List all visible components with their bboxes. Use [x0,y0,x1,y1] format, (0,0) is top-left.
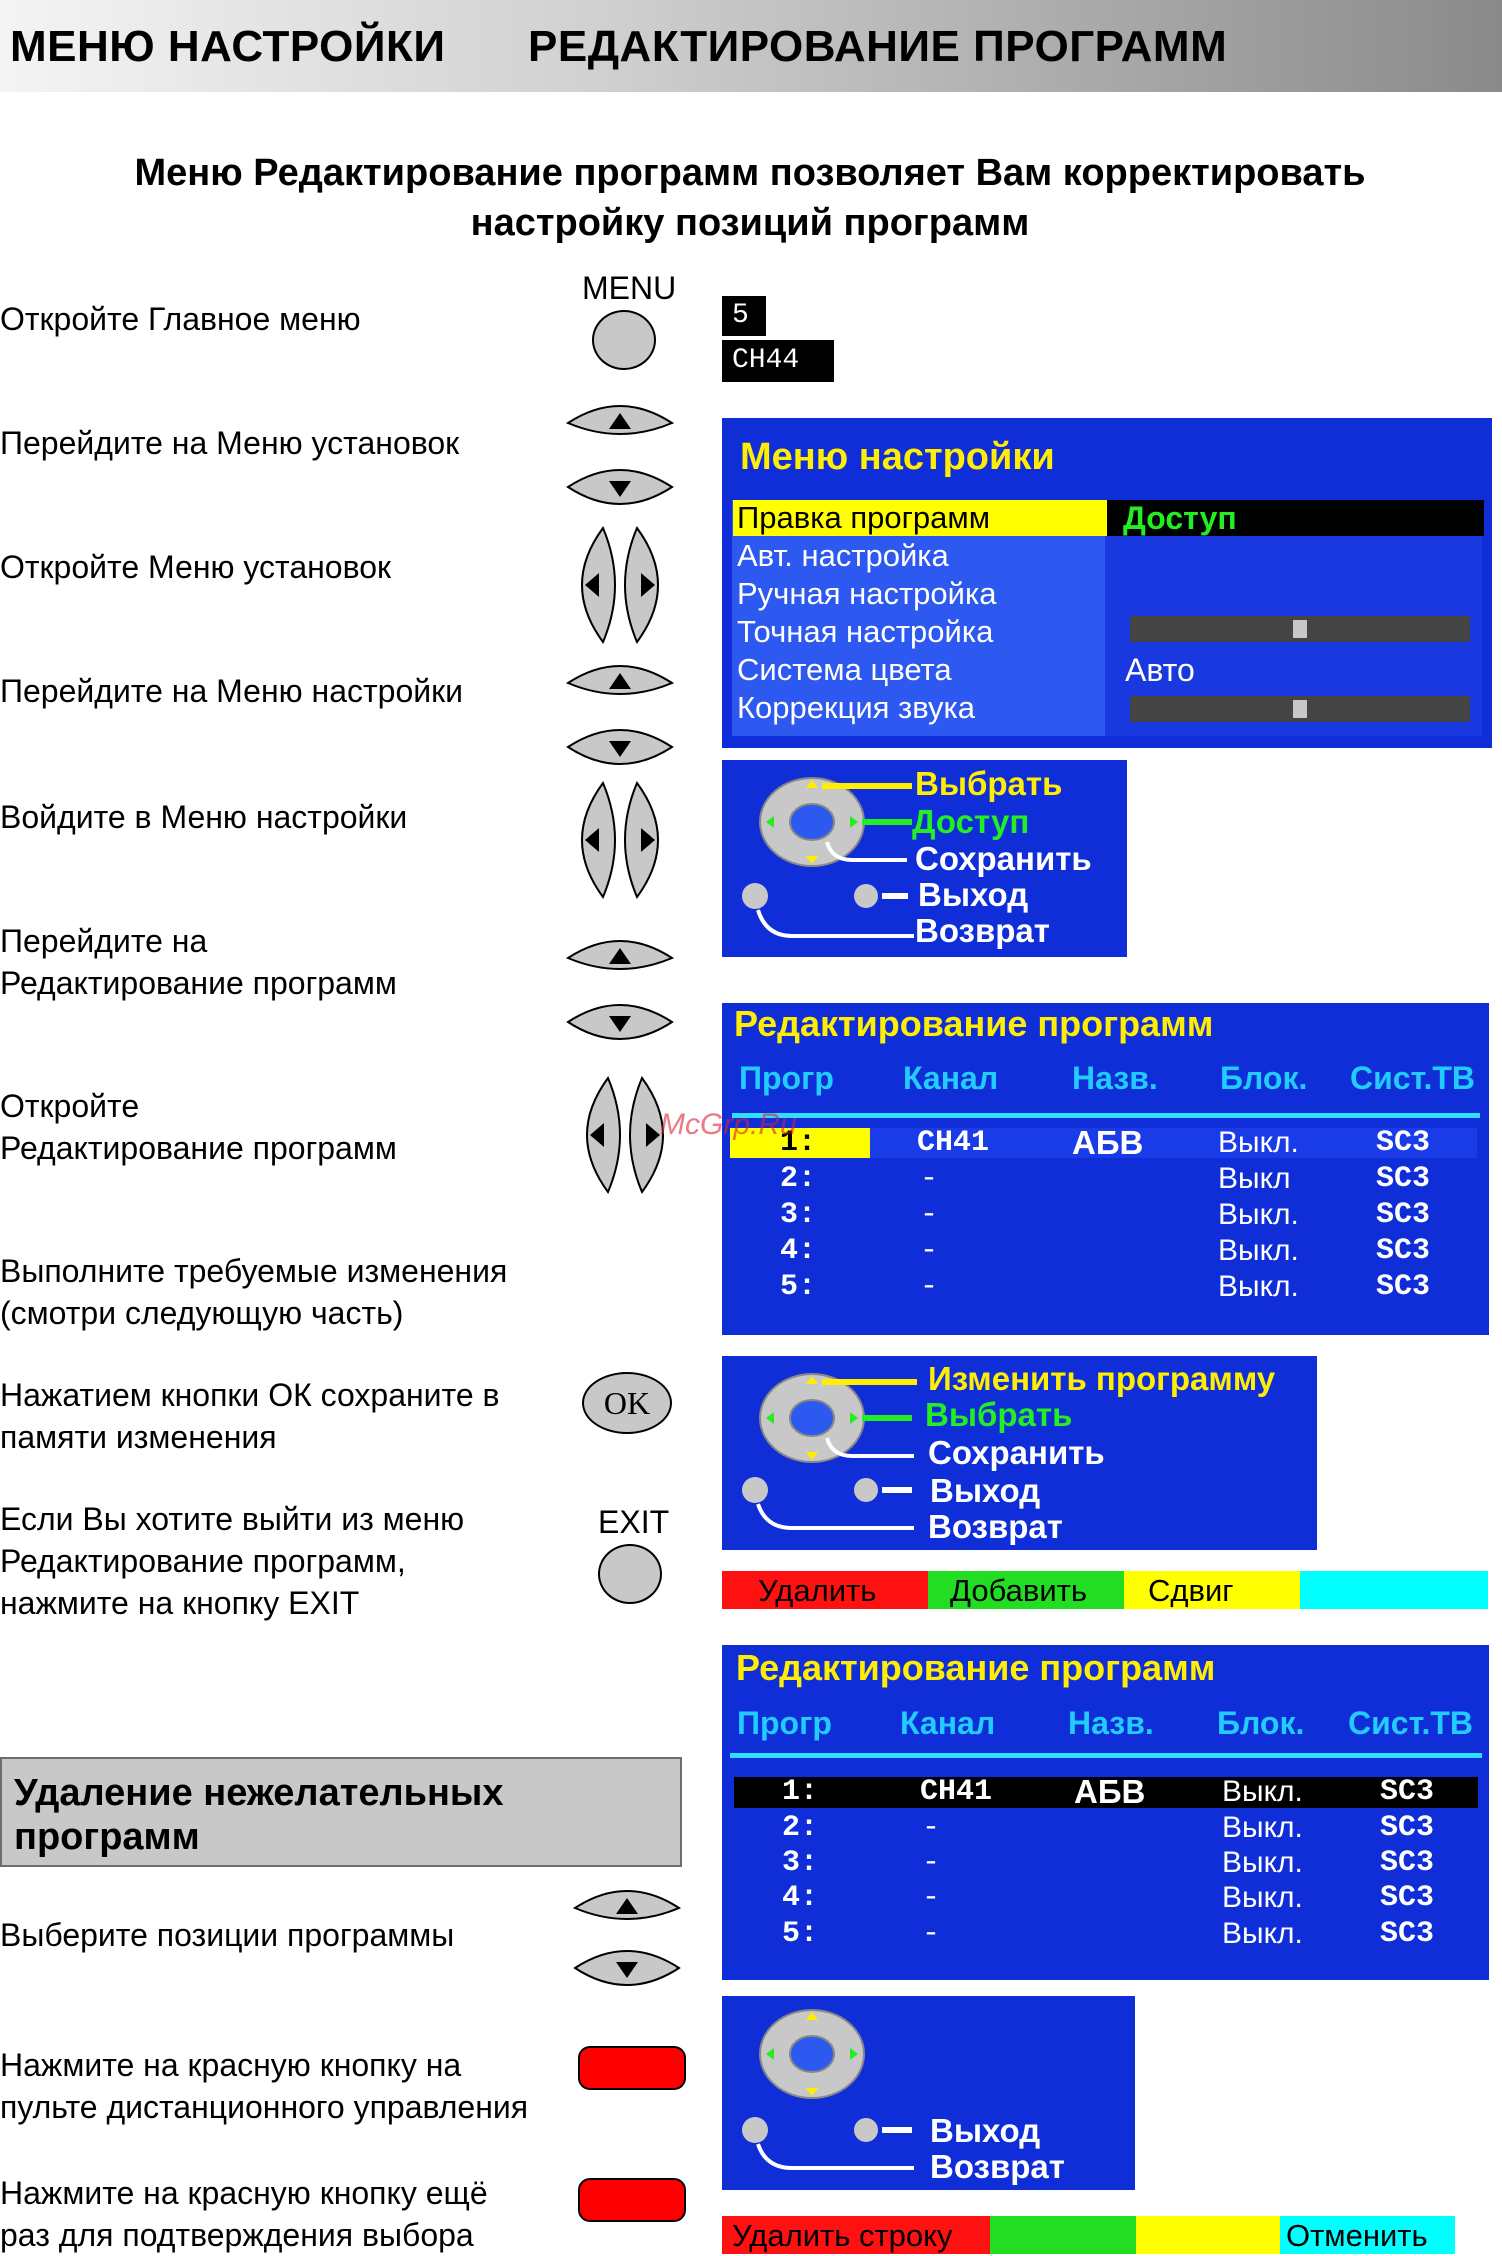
t2-row5-num[interactable]: 5: [782,1917,819,1951]
row1-num[interactable]: 1: [780,1126,817,1160]
delete-section-title-box [0,1757,682,1867]
exit-button[interactable] [598,1544,662,1604]
red-remote-button-1[interactable] [578,2046,686,2090]
color-system-value: Авто [1125,652,1195,688]
row3-channel: - [920,1198,939,1232]
row2-num[interactable]: 2: [780,1162,817,1196]
left-right-keys-2[interactable] [565,780,675,900]
intro-line-2: настройку позиций программ [470,202,1030,244]
up-down-keys-2[interactable] [565,655,675,775]
fine-tune-slider[interactable] [1130,616,1470,642]
menu-item-manual-tune[interactable]: Ручная настройка [737,576,997,611]
green-key-add[interactable]: Добавить [928,1571,1124,1609]
yellow-key[interactable] [1136,2216,1280,2254]
row4-num[interactable]: 4: [780,1234,817,1268]
legend2-change: Изменить программу [928,1360,1276,1397]
step-text-line: памяти изменения [0,1419,277,1455]
title-line: Удаление нежелательных [14,1772,504,1814]
program-edit-panel-1 [722,1003,1489,1335]
header-divider [732,1113,1480,1118]
step-go-program-edit [0,920,397,1004]
row5-lock: Выкл. [1218,1270,1299,1303]
step-select-position: Выберите позиции программы [0,1917,455,1953]
cyan-key[interactable] [1300,1571,1488,1609]
red-remote-button-2[interactable] [578,2178,686,2222]
step-exit [0,1498,464,1624]
t2-row2-lock: Выкл. [1222,1811,1303,1844]
left-right-keys-1[interactable] [565,525,675,645]
step-text-line: Нажмите на красную кнопку ещё [0,2175,488,2211]
legend1-select: Выбрать [915,765,1063,802]
row3-num[interactable]: 3: [780,1198,817,1232]
legend3-exit: Выход [930,2112,1041,2149]
step-make-changes [0,1250,507,1334]
menu-item-fine-tune[interactable]: Точная настройка [737,614,994,649]
header-left: МЕНЮ НАСТРОЙКИ [10,22,446,71]
col-name: Назв. [1072,1060,1158,1096]
t2-row5-lock: Выкл. [1222,1917,1303,1950]
legend1-exit: Выход [918,876,1029,913]
step-press-red-again [0,2172,488,2256]
program-edit-title: Редактирование программ [734,1003,1214,1044]
yellow-key-move[interactable]: Сдвиг [1124,1571,1300,1609]
t2-row1-system: SC3 [1380,1775,1435,1809]
t2-row2-system: SC3 [1380,1811,1435,1845]
step-text-line: Выполните требуемые изменения [0,1253,508,1289]
t2-row4-system: SC3 [1380,1881,1435,1915]
step-press-red [0,2044,528,2128]
col-system-2: Сист.ТВ [1348,1705,1473,1741]
t2-row4-num[interactable]: 4: [782,1881,819,1915]
step-go-setup-menu: Перейдите на Меню установок [0,425,460,461]
row2-lock: Выкл [1218,1162,1291,1195]
up-down-keys-3[interactable] [565,930,675,1050]
step-text-line: Редактирование программ [0,965,397,1001]
legend2-save: Сохранить [928,1434,1105,1471]
col-name-2: Назв. [1068,1705,1154,1741]
step-text-line: Нажмите на красную кнопку на [0,2047,462,2083]
green-key[interactable] [990,2216,1136,2254]
step-text-line: Редактирование программ [0,1130,397,1166]
row4-system: SC3 [1376,1234,1431,1268]
menu-item-access-value: Доступ [1107,500,1484,536]
step-text-line: раз для подтверждения выбора [0,2217,474,2253]
col-lock: Блок. [1220,1060,1308,1096]
step-save-ok [0,1374,500,1458]
row1-channel: CH41 [917,1126,990,1160]
ok-button[interactable]: OK [582,1372,672,1434]
exit-button-label: EXIT [598,1504,670,1540]
watermark: McGrp.Ru [660,1108,797,1141]
step-open-program-edit [0,1085,397,1169]
program-edit-panel-2 [722,1645,1489,1980]
step-text-line: Нажатием кнопки ОК сохраните в [0,1377,500,1413]
row4-lock: Выкл. [1218,1234,1299,1267]
legend2-select: Выбрать [925,1396,1073,1433]
intro-line-1: Меню Редактирование программ позволяет Вам корректировать [134,152,1366,194]
row1-name: АБВ [1072,1124,1144,1161]
row1-lock: Выкл. [1218,1126,1299,1159]
t2-row5-channel: - [922,1917,941,1951]
col-program: Прогр [739,1060,834,1096]
row5-num[interactable]: 5: [780,1270,817,1304]
col-channel-2: Канал [900,1705,996,1741]
t2-row3-channel: - [922,1846,941,1880]
menu-button-label: MENU [582,270,677,306]
header-right: РЕДАКТИРОВАНИЕ ПРОГРАММ [528,22,1228,71]
col-channel: Канал [903,1060,999,1096]
intro-text [60,148,1440,248]
col-system: Сист.ТВ [1350,1060,1475,1096]
t2-row4-lock: Выкл. [1222,1881,1303,1914]
t2-row3-num[interactable]: 3: [782,1846,819,1880]
step-text-line: нажмите на кнопку EXIT [0,1585,360,1621]
menu-item-auto-tune[interactable]: Авт. настройка [737,538,949,573]
legend2-back: Возврат [928,1508,1063,1545]
t2-row2-channel: - [922,1811,941,1845]
menu-button[interactable] [592,310,656,370]
sound-correction-slider[interactable] [1130,696,1470,722]
setup-menu-title: Меню настройки [740,436,1055,478]
step-open-setup-menu: Откройте Меню установок [0,549,392,585]
step-go-tuning-menu: Перейдите на Меню настройки [0,673,463,709]
step-text-line: Если Вы хотите выйти из меню [0,1501,465,1537]
t2-row2-num[interactable]: 2: [782,1811,819,1845]
t2-row1-lock: Выкл. [1222,1775,1303,1808]
sound-correction-slider-thumb[interactable] [1293,700,1307,718]
up-down-keys-4[interactable] [572,1880,682,1995]
legend1-save: Сохранить [915,840,1092,877]
row2-system: SC3 [1376,1162,1431,1196]
t2-row3-lock: Выкл. [1222,1846,1303,1879]
legend3-back: Возврат [930,2148,1065,2185]
row5-channel: - [920,1270,939,1304]
t2-row3-system: SC3 [1380,1846,1435,1880]
cyan-key-cancel[interactable]: Отменить [1280,2216,1455,2254]
t2-row1-num[interactable]: 1: [782,1775,819,1809]
legend1-access: Доступ [912,803,1030,840]
delete-section-title [14,1771,504,1859]
step-text-line: (смотри следующую часть) [0,1295,404,1331]
legend1-back: Возврат [915,912,1050,949]
row4-channel: - [920,1234,939,1268]
red-key-delete[interactable]: Удалить [722,1571,928,1609]
step-text-line: Откройте [0,1088,140,1124]
header-divider-2 [730,1753,1482,1758]
col-lock-2: Блок. [1217,1705,1305,1741]
menu-item-color-system[interactable]: Система цвета [737,652,952,687]
osd-program-number: 5 [722,296,766,336]
menu-item-program-edit[interactable]: Правка программ [733,500,1107,536]
row3-system: SC3 [1376,1198,1431,1232]
legend2-exit: Выход [930,1472,1041,1509]
col-program-2: Прогр [737,1705,832,1741]
up-down-keys-1[interactable] [565,395,675,515]
menu-item-sound-correction[interactable]: Коррекция звука [737,690,976,725]
remote-nav-diagram-3 [722,1996,1135,2190]
osd-channel-name: CH44 [722,340,834,382]
t2-row4-channel: - [922,1881,941,1915]
row3-lock: Выкл. [1218,1198,1299,1231]
step-text-line: Редактирование программ, [0,1543,406,1579]
program-edit-title-2: Редактирование программ [736,1647,1216,1688]
row5-system: SC3 [1376,1270,1431,1304]
t2-row1-channel: CH41 [920,1775,993,1809]
title-line: программ [14,1816,200,1858]
step-text-line: Перейдите на [0,923,208,959]
red-key-delete-row[interactable]: Удалить строку [722,2216,990,2254]
t2-row5-system: SC3 [1380,1917,1435,1951]
row1-system: SC3 [1376,1126,1431,1160]
page-header [0,0,1502,92]
row2-channel: - [920,1162,939,1196]
step-open-main-menu: Откройте Главное меню [0,301,361,337]
step-enter-tuning-menu: Войдите в Меню настройки [0,799,408,835]
fine-tune-slider-thumb[interactable] [1293,620,1307,638]
t2-row1-name: АБВ [1074,1773,1146,1810]
step-text-line: пульте дистанционного управления [0,2089,529,2125]
